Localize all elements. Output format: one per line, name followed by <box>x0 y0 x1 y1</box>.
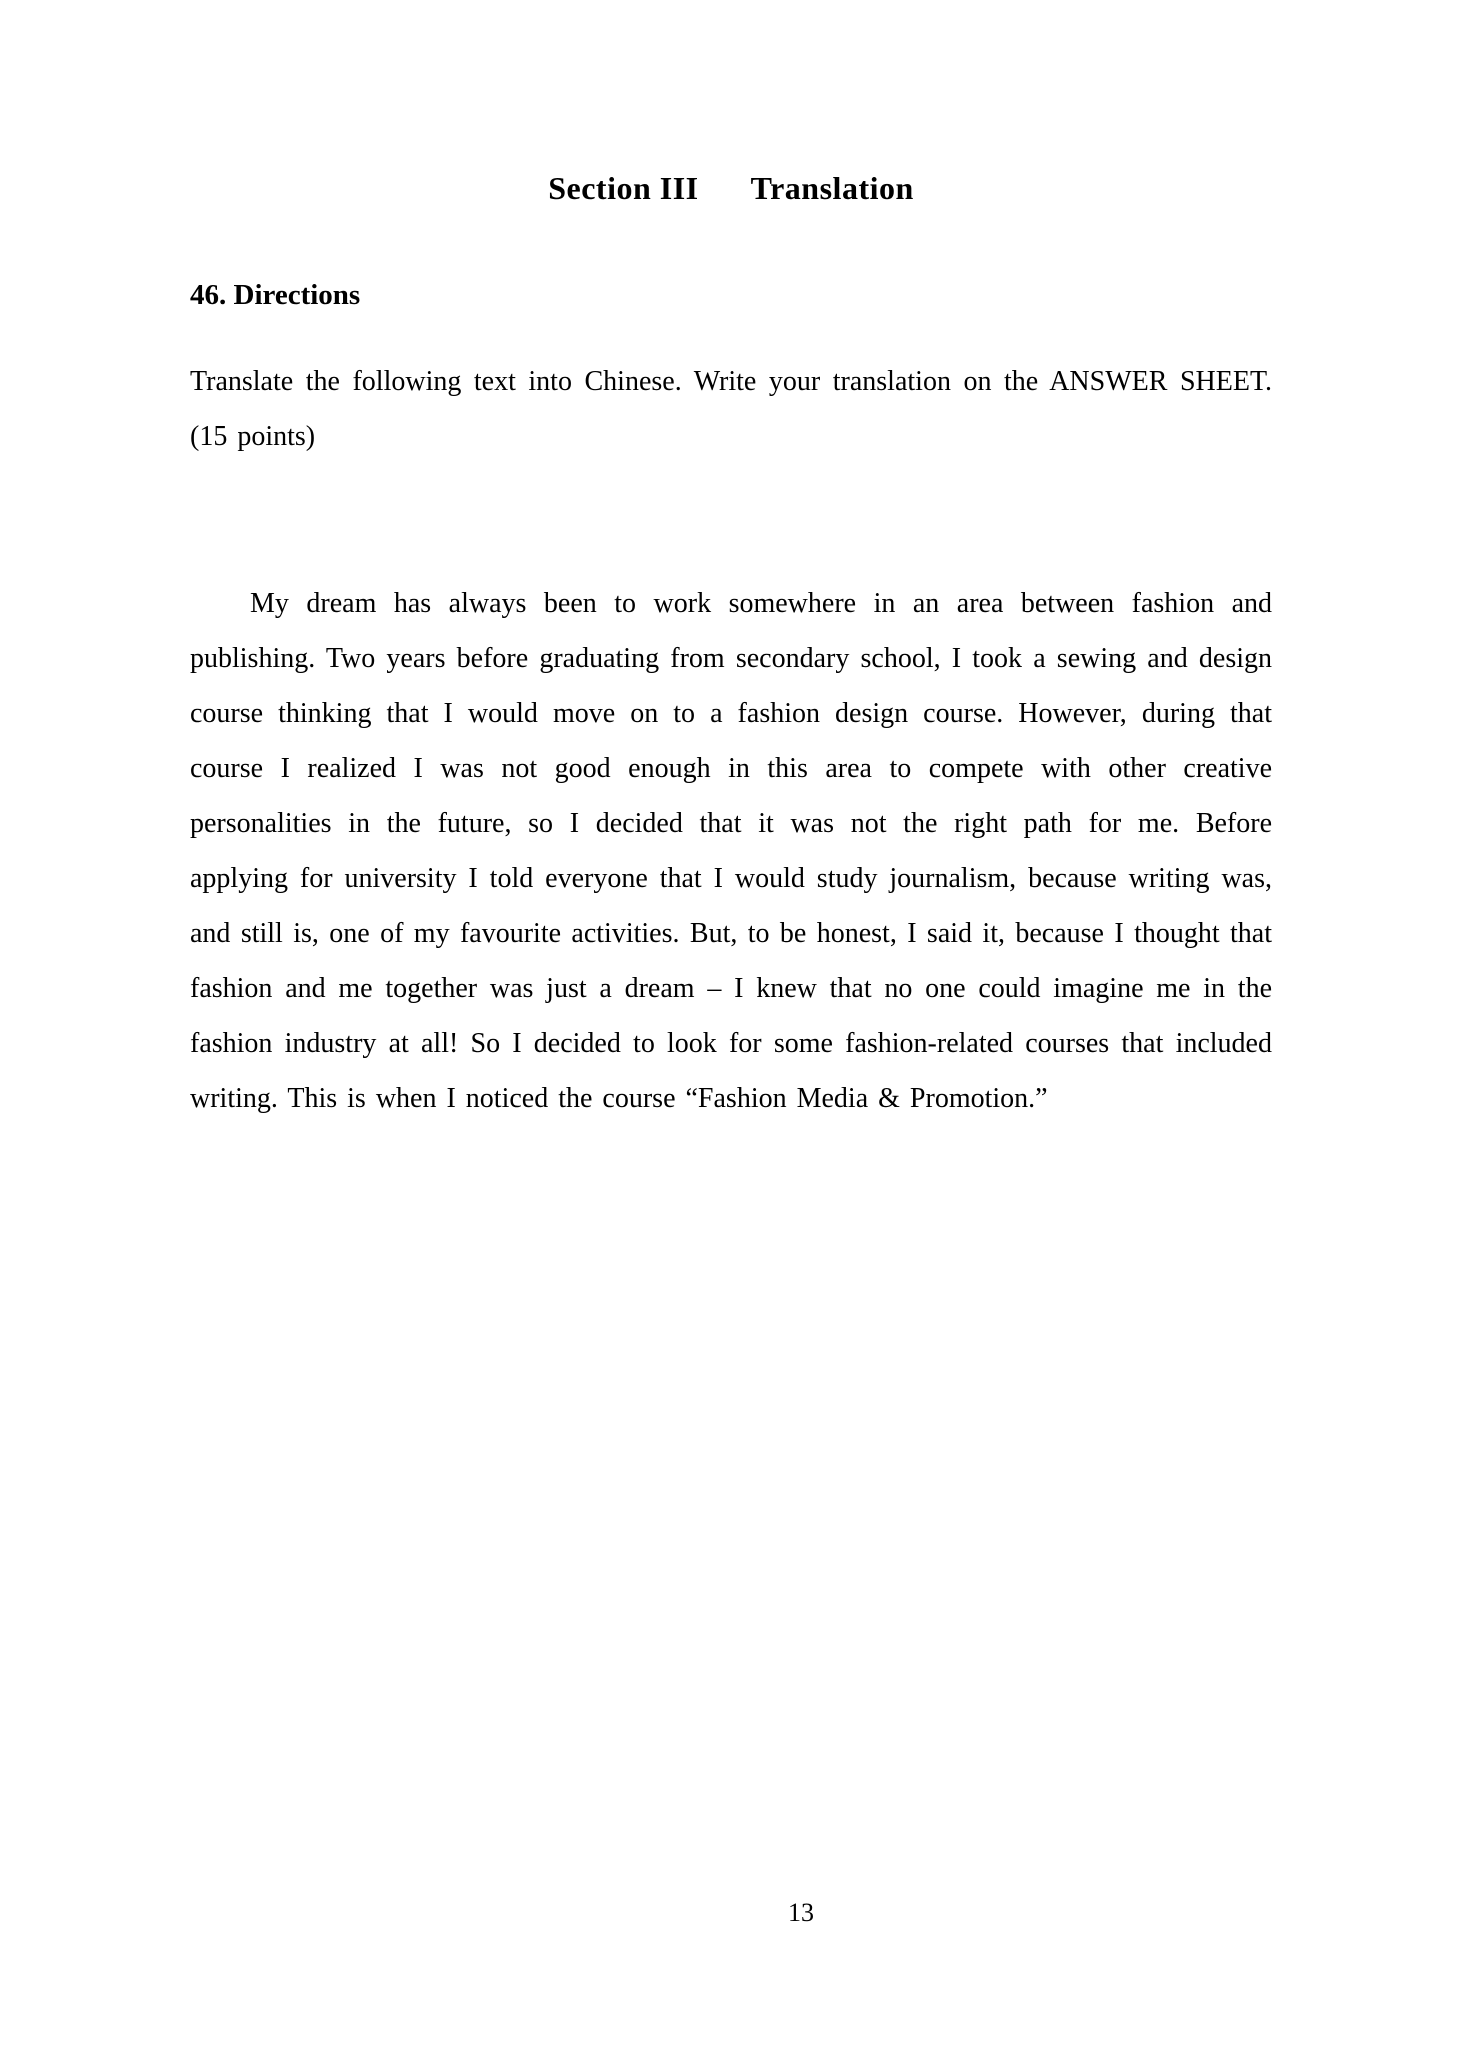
passage-paragraph: My dream has always been to work somewhere in an area between fashion and publishing. Two years before graduating from secondary school, I took a sewing and design course thinking that I would move on to a fashion design course. However, during that course I realized I was not good enough in this area to compete with other creative personalities in the future, so I decided that it was not the right path for me. Before applying for university I told everyone that I would study journalism, because writing was, and still is, one of my favourite activities. But, to be honest, I said it, because I thought that fashion and me together was just a dream – I knew that no one could imagine me in the fashion industry at all! So I decided to look for some fashion-related courses that included writing. This is when I noticed the course “Fashion Media & Promotion.” <box>190 588 1272 1114</box>
directions-paragraph: Translate the following text into Chinese. Write your translation on the ANSWER SHEET. (15 points) <box>190 366 1272 452</box>
section-title-number: Section III <box>548 170 699 206</box>
document-content <box>190 0 1272 1126</box>
section-title <box>190 170 1272 207</box>
page-number: 13 <box>788 1898 814 1927</box>
directions-heading: 46. Directions <box>190 279 361 311</box>
section-title-text: Translation <box>750 170 914 206</box>
